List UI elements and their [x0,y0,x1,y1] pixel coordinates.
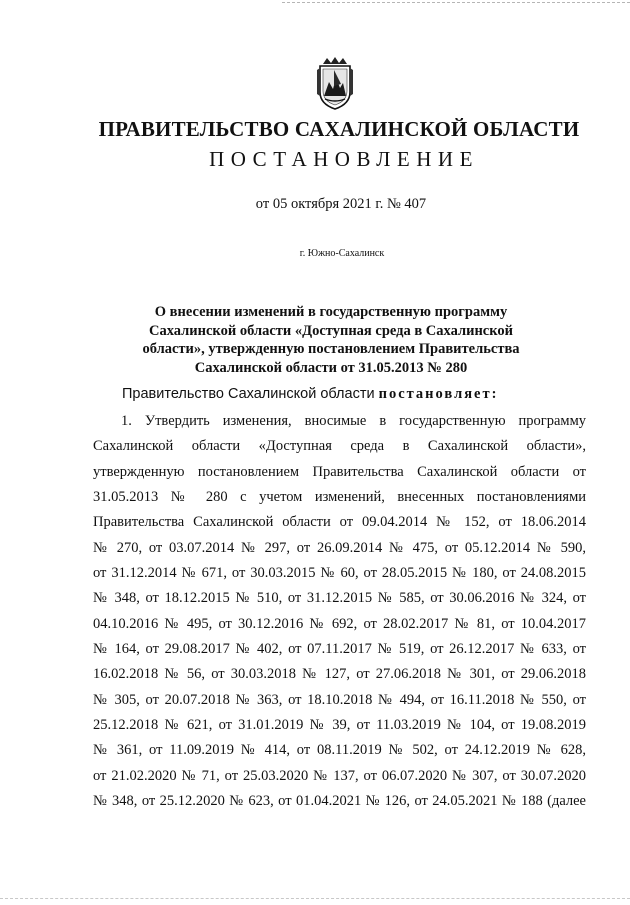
body-line: утвержденную постановлением Правительства Сахалинской области от [93,463,586,480]
preamble-action: постановляет: [378,386,499,402]
subject-line: области», утвержденную постановлением Правительства [142,341,520,357]
decree-city: г. Южно-Сахалинск [299,248,385,259]
decree-date-number: от 05 октября 2021 г. № 407 [255,196,427,212]
body-line: № 305, от 20.07.2018 № 363, от 18.10.2018 № 494, от 16.11.2018 № 550, от [93,691,586,708]
body-line: Правительства Сахалинской области от 09.04.2014 № 152, от 18.06.2014 [93,514,586,531]
scan-edge-bottom [0,898,630,899]
coat-of-arms-icon [315,56,355,110]
subject-line: О внесении изменений в государственную программу [154,304,508,320]
body-line: 16.02.2018 № 56, от 30.03.2018 № 127, от 27.06.2018 № 301, от 29.06.2018 [93,666,586,683]
subject-line: Сахалинской области от 31.05.2013 № 280 [194,359,468,376]
body-line: № 270, от 03.07.2014 № 297, от 26.09.2014 № 475, от 05.12.2014 № 590, [93,539,586,556]
body-line: № 348, от 25.12.2020 № 623, от 01.04.2021 № 126, от 24.05.2021 № 188 (далее [93,793,586,810]
body-line: № 164, от 29.08.2017 № 402, от 07.11.2017 № 519, от 26.12.2017 № 633, от [93,641,586,658]
body-line: 1. Утвердить изменения, вносимые в государственную программу [121,413,586,429]
government-title: ПРАВИТЕЛЬСТВО САХАЛИНСКОЙ ОБЛАСТИ [98,117,580,141]
scan-edge-top [282,2,630,3]
body-line: № 348, от 18.12.2015 № 510, от 31.12.2015 № 585, от 30.06.2016 № 324, от [93,590,586,607]
preamble [122,386,602,403]
body-line: Сахалинской области «Доступная среда в Сахалинской области», [93,438,586,455]
body-line: № 361, от 11.09.2019 № 414, от 08.11.2019 № 502, от 24.12.2019 № 628, [93,742,586,759]
decree-body [93,409,586,815]
body-line: 31.05.2013 № 280 с учетом изменений, внесенных постановлениями [93,489,586,506]
preamble-text: Правительство Сахалинской области [122,386,379,402]
body-line: 04.10.2016 № 495, от 30.12.2016 № 692, от 28.02.2017 № 81, от 10.04.2017 [93,615,586,632]
document-type-heading: ПОСТАНОВЛЕНИЕ [209,147,479,171]
decree-subject [110,303,552,377]
body-line: от 31.12.2014 № 671, от 30.03.2015 № 60, от 28.05.2015 № 180, от 24.08.2015 [93,565,586,582]
subject-line: Сахалинской области «Доступная среда в Сахалинской [148,322,514,339]
body-line: 25.12.2018 № 621, от 31.01.2019 № 39, от 11.03.2019 № 104, от 19.08.2019 [93,717,586,734]
body-line: от 21.02.2020 № 71, от 25.03.2020 № 137, от 06.07.2020 № 307, от 30.07.2020 [93,767,586,784]
